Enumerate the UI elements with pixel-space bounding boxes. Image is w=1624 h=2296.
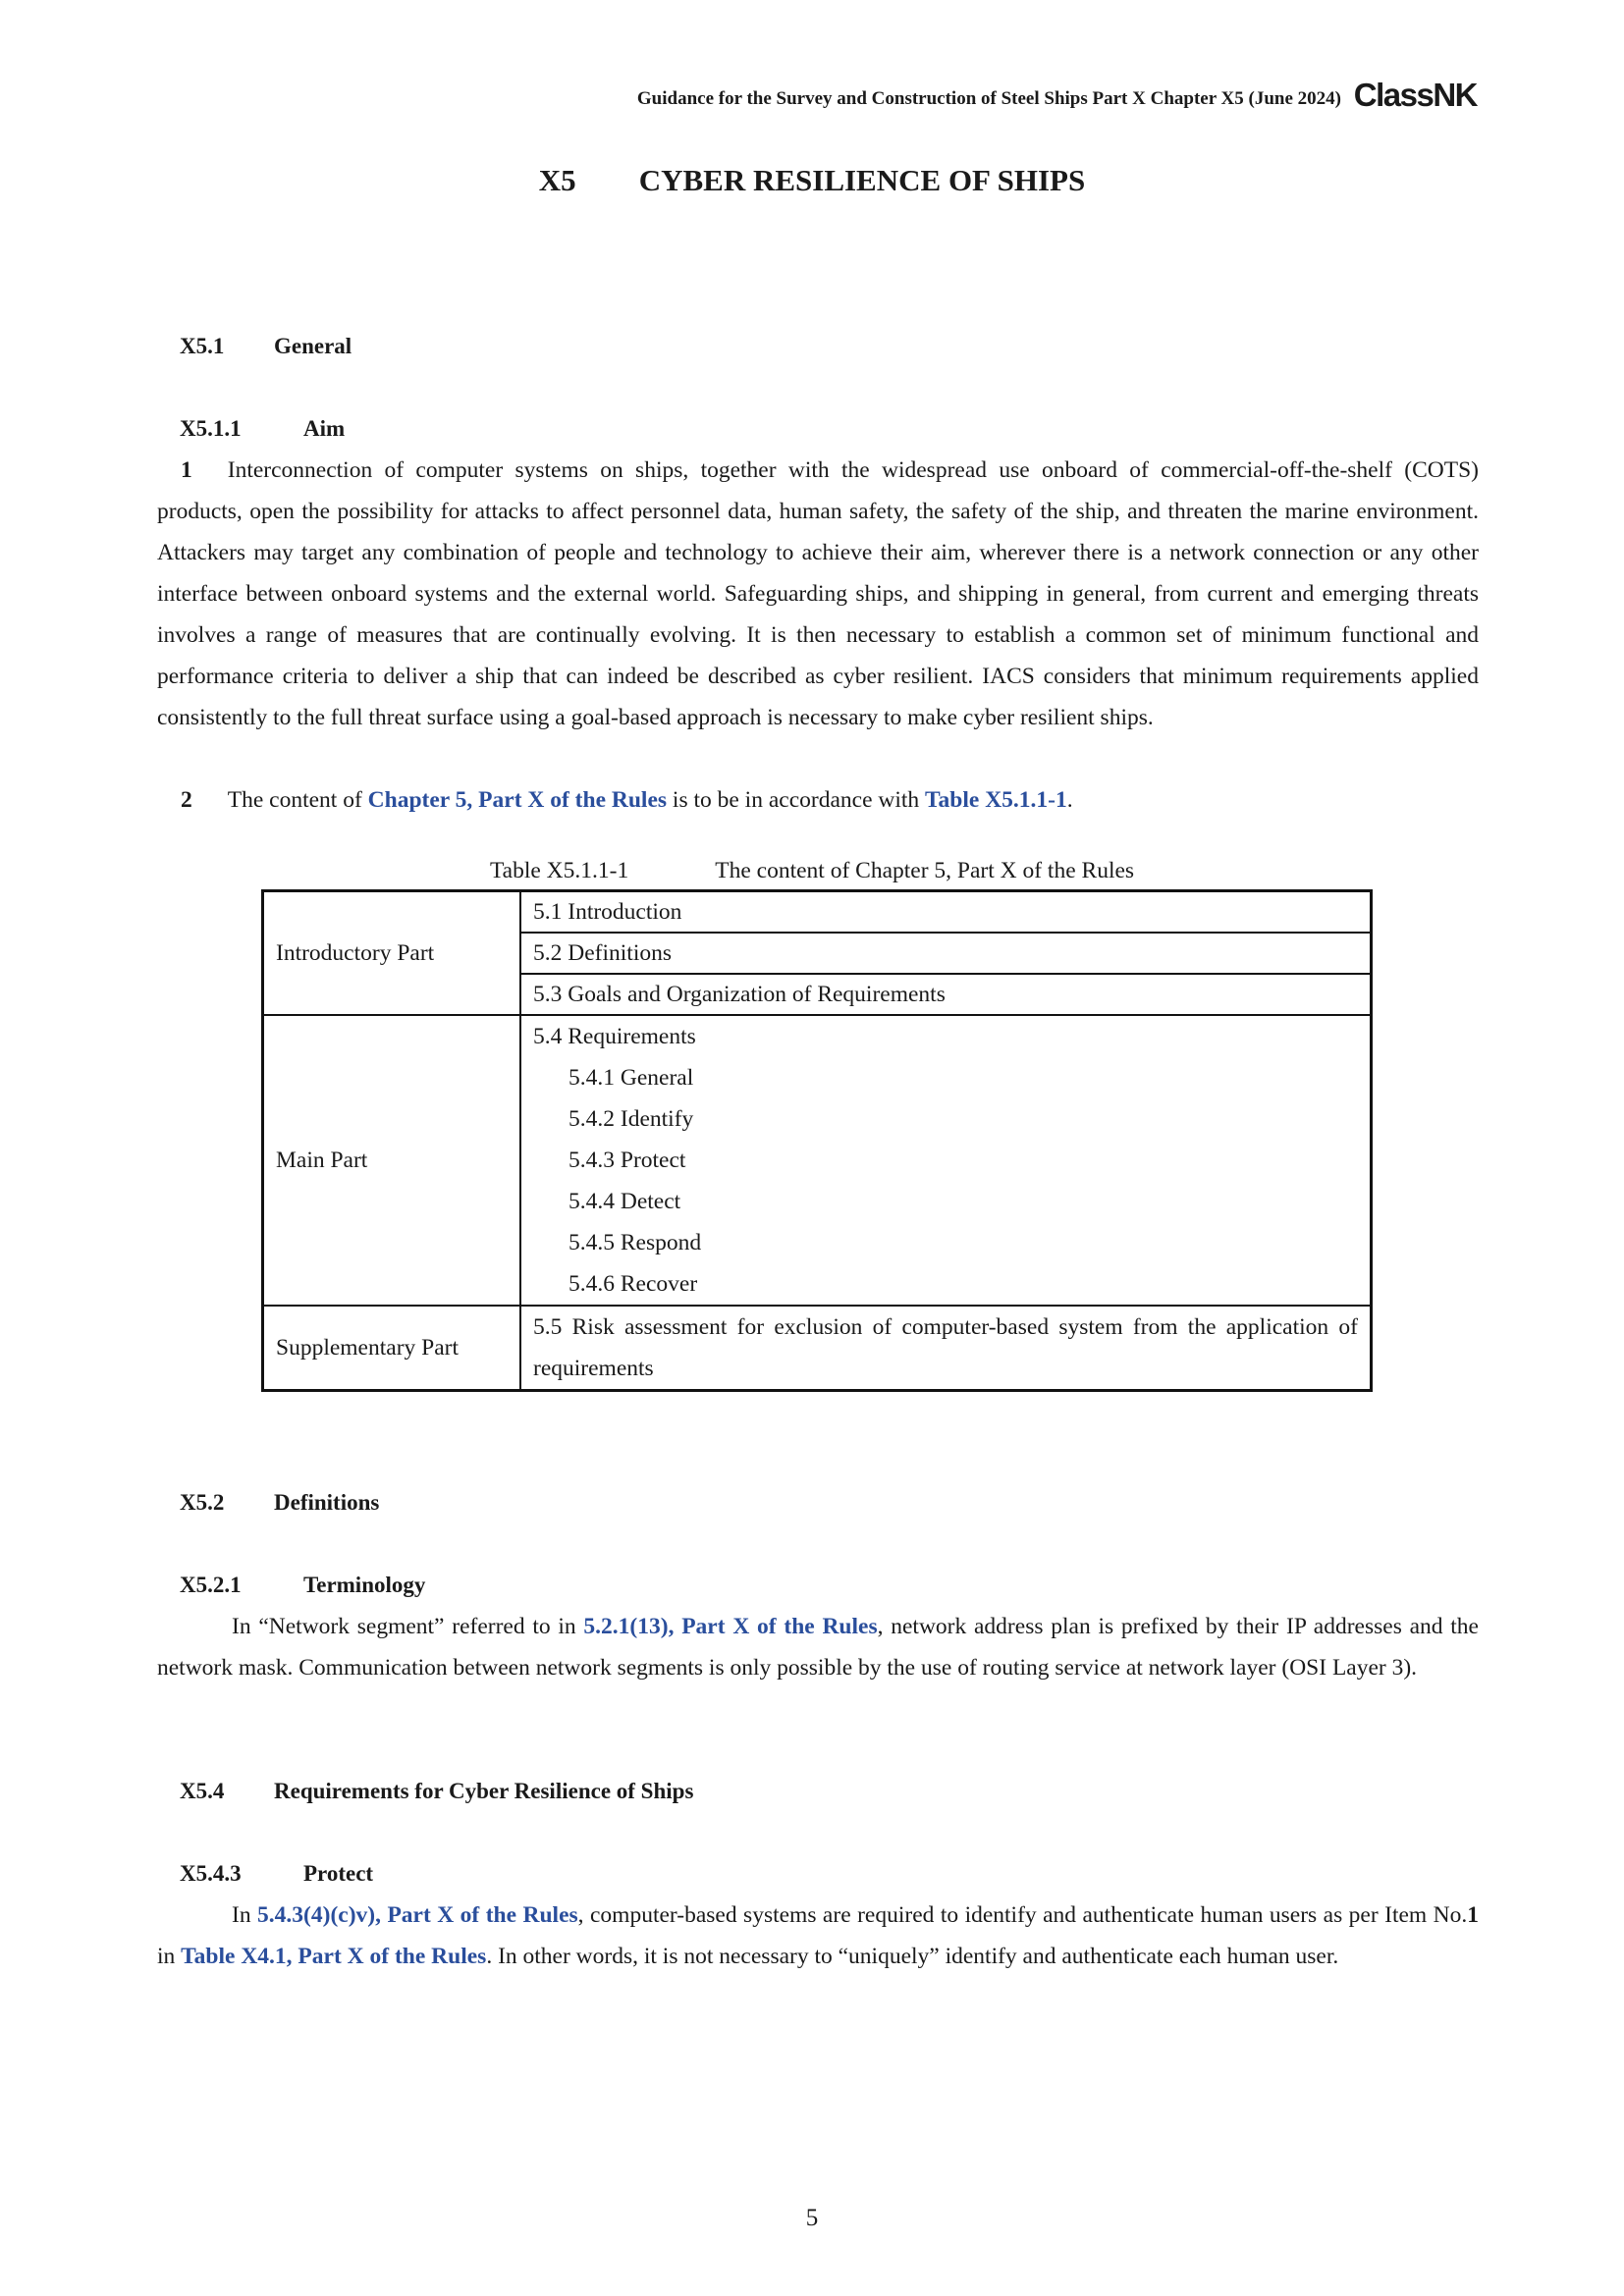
paragraph-2 bbox=[157, 779, 1479, 821]
table-cell: 5.5 Risk assessment for exclusion of computer-based system from the application of requirements bbox=[520, 1306, 1372, 1391]
list-item: 5.4.2 Identify bbox=[568, 1106, 694, 1132]
list-item: 5.4.4 Detect bbox=[568, 1189, 681, 1214]
supplementary-part-cell: Supplementary Part bbox=[263, 1306, 521, 1391]
section-title: Terminology bbox=[303, 1573, 426, 1597]
table-cell: 5.2 Definitions bbox=[520, 933, 1372, 974]
list-item: 5.4.6 Recover bbox=[568, 1271, 698, 1297]
section-title: Requirements for Cyber Resilience of Ships bbox=[274, 1779, 694, 1803]
list-item: 5.4.1 General bbox=[568, 1065, 694, 1091]
section-title: Protect bbox=[303, 1861, 374, 1886]
paragraph-text: , computer-based systems are required to identify and authenticate human users as per Item No. bbox=[577, 1902, 1468, 1928]
table-row bbox=[263, 1306, 1372, 1391]
chapter-title bbox=[0, 163, 1624, 198]
section-title: General bbox=[274, 334, 352, 358]
list-item: 5.4.5 Respond bbox=[568, 1230, 702, 1255]
link-chapter-5-part-x[interactable]: Chapter 5, Part X of the Rules bbox=[367, 787, 668, 813]
table-title: The content of Chapter 5, Part X of the Rules bbox=[715, 858, 1135, 883]
paragraph-text: . bbox=[1066, 787, 1073, 813]
table-number: Table X5.1.1-1 bbox=[489, 858, 629, 883]
paragraph-protect bbox=[157, 1895, 1479, 1977]
link-table-x5-1-1-1[interactable]: Table X5.1.1-1 bbox=[925, 787, 1067, 813]
contents-table bbox=[261, 889, 1373, 1392]
paragraph-text: , network address plan is prefixed by their IP addresses and the network mask. Communication between network segments is only possible by the use of routing service at network layer (OSI Layer 3). bbox=[157, 1614, 1479, 1681]
paragraph-number: 1 bbox=[181, 457, 192, 483]
section-title: Aim bbox=[303, 416, 346, 441]
section-title: Definitions bbox=[274, 1490, 380, 1515]
main-part-cell: Main Part bbox=[263, 1015, 521, 1306]
link-5-2-1-13[interactable]: 5.2.1(13), Part X of the Rules bbox=[583, 1614, 878, 1639]
section-number: X5.4 bbox=[180, 1779, 225, 1803]
link-table-x4-1[interactable]: Table X4.1, Part X of the Rules bbox=[181, 1944, 487, 1969]
section-heading-x5-4-3 bbox=[180, 1861, 373, 1887]
item-number: 1 bbox=[1467, 1902, 1480, 1928]
table-caption bbox=[0, 858, 1624, 884]
paragraph-text: The content of bbox=[227, 787, 368, 813]
paragraph-text: In bbox=[232, 1902, 258, 1928]
section-heading-x5-2 bbox=[180, 1490, 379, 1516]
page-number: 5 bbox=[805, 2205, 819, 2231]
paragraph-text: Interconnection of computer systems on ships, together with the widespread use onboard of commercial-off-the-shelf (COTS) products, open the possibility for attacks to affect personnel data, human safety, the safety of the ship, and threaten the marine environment. Attackers may target any combination of people and technology to achieve their aim, wherever there is a network connection or any other interface between onboard systems and the external world. Safeguarding ships, and shipping in general, from current and emerging threats involves a range of measures that are continually evolving. It is then necessary to establish a common set of minimum functional and performance criteria to deliver a ship that can indeed be described as cyber resilient. IACS considers that minimum requirements applied consistently to the full threat surface using a goal-based approach is necessary to make cyber resilient ships. bbox=[157, 457, 1479, 730]
main-part-items bbox=[520, 1015, 1372, 1306]
section-number: X5.2.1 bbox=[180, 1573, 242, 1597]
section-number: X5.1.1 bbox=[180, 416, 242, 441]
section-heading-x5-1 bbox=[180, 334, 352, 359]
paragraph-1 bbox=[157, 450, 1479, 738]
section-heading-x5-4 bbox=[180, 1779, 693, 1804]
table-row bbox=[263, 891, 1372, 934]
paragraph-text: . In other words, it is not necessary to “uniquely” identify and authenticate each human user. bbox=[486, 1944, 1339, 1969]
classnk-logo: ClassNK bbox=[1353, 77, 1477, 113]
list-item: 5.4.3 Protect bbox=[568, 1148, 686, 1173]
list-item: 5.4 Requirements bbox=[533, 1024, 696, 1049]
paragraph-text: is to be in accordance with bbox=[667, 787, 926, 813]
section-heading-x5-2-1 bbox=[180, 1573, 425, 1598]
intro-part-cell: Introductory Part bbox=[263, 891, 521, 1016]
paragraph-text: in bbox=[157, 1944, 182, 1969]
paragraph-number: 2 bbox=[181, 787, 192, 813]
table-cell: 5.3 Goals and Organization of Requirements bbox=[520, 974, 1372, 1015]
section-number: X5.2 bbox=[180, 1490, 225, 1515]
page-header bbox=[393, 77, 1477, 116]
paragraph-text: In “Network segment” referred to in bbox=[232, 1614, 584, 1639]
link-5-4-3-4-c-v[interactable]: 5.4.3(4)(c)v), Part X of the Rules bbox=[257, 1902, 578, 1928]
paragraph-terminology bbox=[157, 1606, 1479, 1688]
header-title: Guidance for the Survey and Construction of Steel Ships Part X Chapter X5 (June 2024) bbox=[636, 88, 1341, 109]
chapter-name: CYBER RESILIENCE OF SHIPS bbox=[638, 163, 1086, 197]
section-number: X5.1 bbox=[180, 334, 225, 358]
section-heading-x5-1-1 bbox=[180, 416, 345, 442]
table-cell: 5.1 Introduction bbox=[520, 891, 1372, 934]
section-number: X5.4.3 bbox=[180, 1861, 242, 1886]
chapter-number: X5 bbox=[538, 163, 576, 197]
table-row bbox=[263, 1015, 1372, 1306]
